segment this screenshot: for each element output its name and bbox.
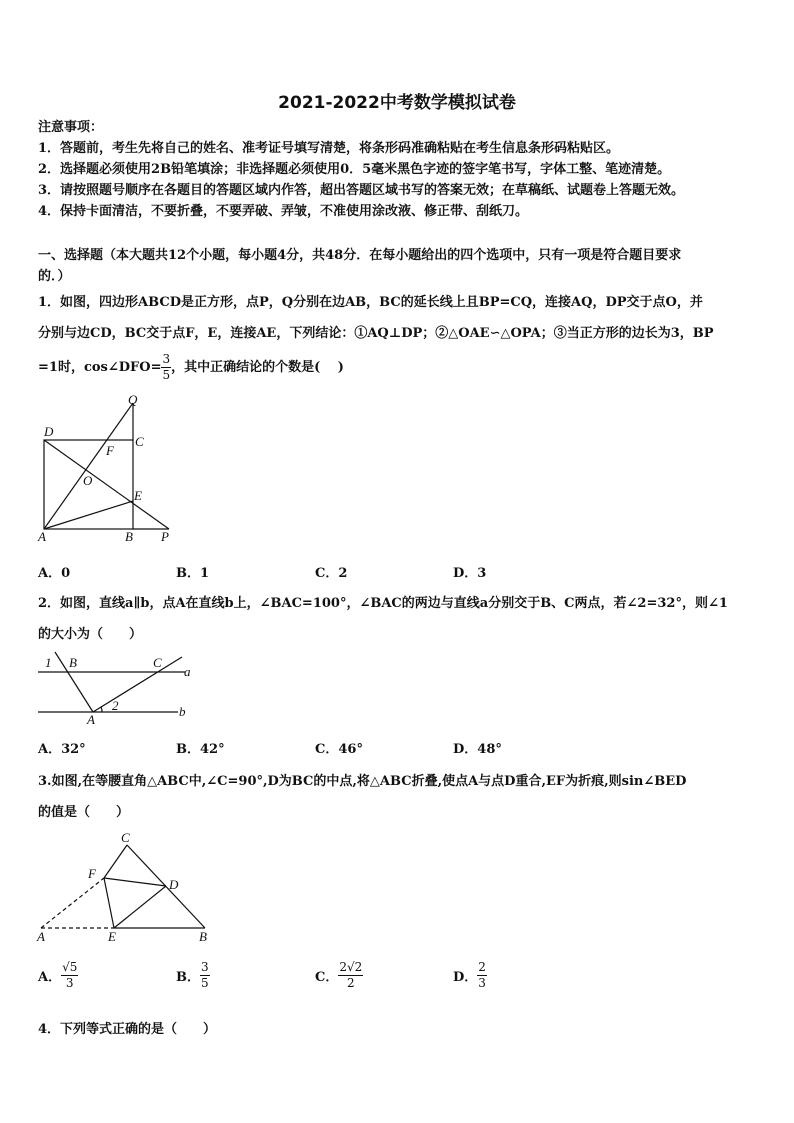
q2-label-b: b	[179, 704, 186, 719]
q1-label-Q: Q	[128, 392, 138, 407]
q1-option-c[interactable]: C．2	[315, 566, 348, 581]
q1-option-a[interactable]: A．0	[38, 566, 71, 581]
q1-line2: 分别与边CD，BC交于点F，E，连接AE，下列结论：①AQ⊥DP；②△OAE∽△OPA；③当正方形的边长为3，BP	[38, 326, 714, 341]
q3-option-b-den: 5	[201, 976, 209, 990]
q2-label-C: C	[153, 655, 162, 670]
q1-line3-pre: =1时，cos∠DFO=	[38, 360, 162, 375]
q3-label-E: E	[108, 929, 116, 944]
q3-option-b-frac	[200, 960, 210, 991]
page-title: 2021-2022中考数学模拟试卷	[278, 93, 516, 113]
q3-label-D: D	[169, 877, 179, 892]
q2-option-d[interactable]: D．48°	[453, 742, 502, 757]
q2-label-2: 2	[112, 698, 119, 713]
q2-option-b[interactable]: B．42°	[176, 742, 225, 757]
notice-item-3: 3．请按照题号顺序在各题目的答题区域内作答，超出答题区域书写的答案无效；在草稿纸、试题卷上答题无效。	[38, 183, 685, 198]
q1-line3-post: ，其中正确结论的个数是( )	[171, 360, 344, 375]
section-heading-line1: 一、选择题（本大题共12个小题，每小题4分，共48分．在每小题给出的四个选项中，只有一项是符合题目要求	[38, 248, 682, 263]
q3-label-C: C	[121, 830, 130, 845]
notice-item-1: 1．答题前，考生先将自己的姓名、准考证号填写清楚，将条形码准确粘贴在考生信息条形码粘贴区。	[38, 141, 620, 156]
q3-option-a-frac	[61, 960, 78, 991]
section-heading-line2: 的．）	[38, 269, 71, 284]
q3-option-c-label: C．	[315, 970, 339, 985]
q2-line2: 的大小为（ ）	[38, 627, 143, 642]
q2-option-c[interactable]: C．46°	[315, 742, 363, 757]
q2-label-a: a	[184, 664, 191, 679]
q1-frac-num: 3	[162, 352, 171, 366]
q3-option-d-frac	[477, 960, 487, 991]
q1-label-F: F	[106, 443, 114, 458]
q3-dashed-af	[41, 878, 104, 928]
q3-label-B: B	[199, 929, 207, 944]
q3-option-d[interactable]	[453, 960, 487, 991]
q1-label-A: A	[38, 529, 46, 544]
q3-segment-fd	[104, 878, 166, 886]
q3-option-a-num: √5	[62, 960, 78, 974]
q3-line2: 的值是（ ）	[38, 805, 130, 820]
q1-label-C: C	[135, 434, 144, 449]
notice-item-2: 2．选择题必须使用2B铅笔填涂；非选择题必须使用0．5毫米黑色字迹的签字笔书写，字体工整、笔迹清楚。	[38, 162, 671, 177]
q3-option-a-label: A．	[38, 970, 62, 985]
q3-option-d-den: 3	[478, 976, 486, 990]
q1-label-D: D	[44, 424, 54, 439]
q3-option-d-num: 2	[478, 960, 486, 974]
q3-option-b-label: B．	[176, 970, 200, 985]
q3-segment-fc	[104, 845, 127, 878]
q1-option-b[interactable]: B．1	[176, 566, 210, 581]
q3-label-A: A	[37, 929, 45, 944]
q1-option-d[interactable]: D．3	[453, 566, 487, 581]
q3-line1: 3.如图,在等腰直角△ABC中,∠C=90°,D为BC的中点,将△ABC折叠,使点A与点D重合,EF为折痕,则sin∠BED	[38, 774, 687, 789]
q3-option-b[interactable]	[176, 960, 210, 991]
q2-option-a[interactable]: A．32°	[38, 742, 86, 757]
q3-segment-ed	[114, 886, 166, 928]
q1-label-O: O	[83, 473, 93, 488]
q3-option-b-num: 3	[201, 960, 209, 974]
q3-option-c-frac	[338, 960, 363, 991]
notice-item-4: 4．保持卡面清洁，不要折叠，不要弄破、弄皱，不准使用涂改液、修正带、刮纸刀。	[38, 204, 529, 219]
q1-line1: 1．如图，四边形ABCD是正方形，点P，Q分别在边AB，BC的延长线上且BP=CQ，连接AQ，DP交于点O，并	[38, 295, 703, 310]
q2-label-A: A	[87, 712, 95, 727]
notice-heading: 注意事项：	[38, 120, 104, 135]
q2-label-B: B	[69, 655, 77, 670]
q3-option-c-den: 2	[347, 976, 355, 990]
q3-label-F: F	[88, 866, 96, 881]
q3-option-a-den: 3	[65, 976, 74, 990]
q3-option-c-num: 2√2	[339, 960, 363, 974]
q3-fold-ef	[104, 878, 114, 928]
q3-option-d-label: D．	[453, 970, 478, 985]
q4-line1: 4．下列等式正确的是（ ）	[38, 1022, 217, 1037]
q1-label-B: B	[125, 529, 133, 544]
q1-label-E: E	[134, 488, 142, 503]
q2-line1: 2．如图，直线a∥b，点A在直线b上，∠BAC=100°，∠BAC的两边与直线a分别交于B、C两点，若∠2=32°，则∠1	[38, 596, 728, 611]
q3-option-c[interactable]	[315, 960, 363, 991]
q2-label-1: 1	[45, 655, 52, 670]
q1-label-P: P	[161, 529, 169, 544]
q3-option-a[interactable]	[38, 960, 78, 991]
q1-frac-den: 5	[162, 368, 171, 382]
